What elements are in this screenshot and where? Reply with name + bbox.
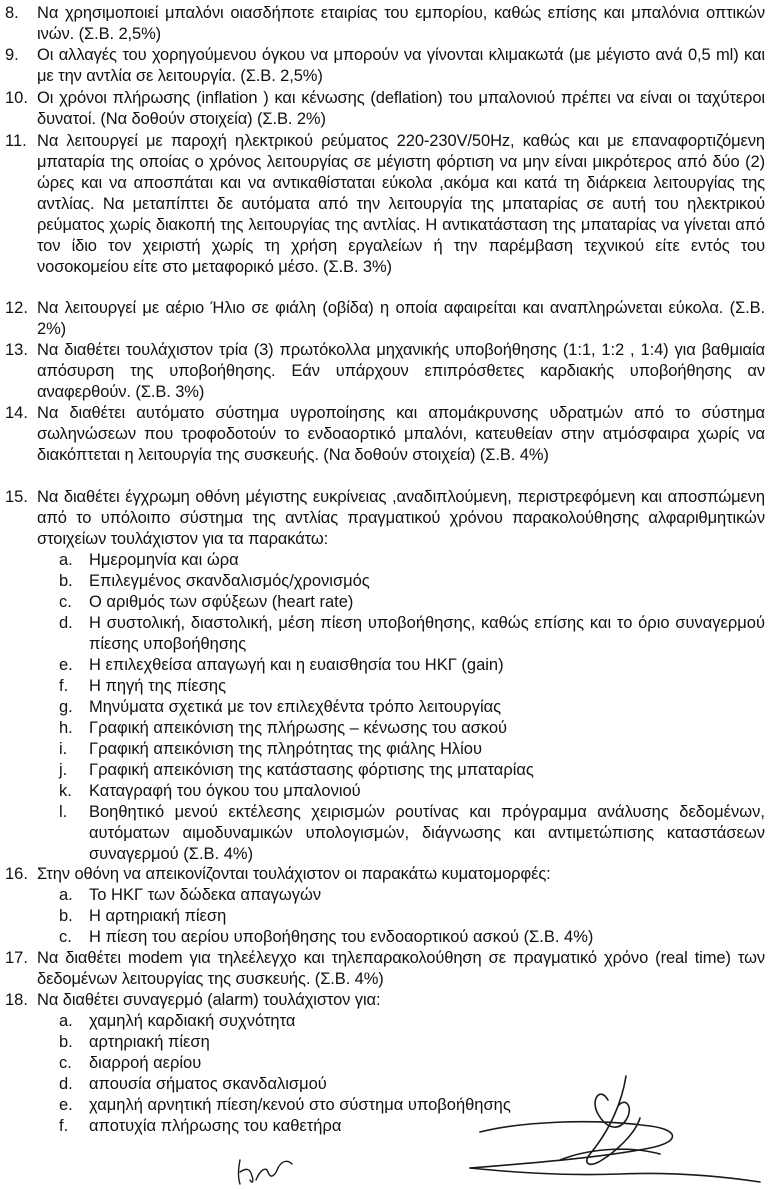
sub-item-letter: a. xyxy=(59,886,73,904)
handwritten-signature-icon xyxy=(440,1072,770,1187)
item-number: 8. xyxy=(5,4,19,22)
sub-item-text: Η πίεση του αερίου υποβοήθησης του ενδοαορτικού ασκού (Σ.Β. 4%) xyxy=(89,928,594,946)
item-text: Να διαθέτει έγχρωμη οθόνη μέγιστης ευκρίνειας ,αναδιπλούμενη, περιστρεφόμενη και αποσπώμενη από το υπόλοιπο σύστημα της αντλίας πραγματικού χρόνου παρακολούθησης αλφαριθμητικών στοιχείων τουλάχιστον για τα παρακάτω: xyxy=(37,488,765,548)
sub-item-letter: k. xyxy=(59,782,72,800)
sub-item-text: Επιλεγμένος σκανδαλισμός/χρονισμός xyxy=(89,572,370,590)
sub-item-text: Η συστολική, διαστολική, μέση πίεση υποβοήθησης, καθώς επίσης και το όριο συναγερμού πίεσης υποβοήθησης xyxy=(89,614,765,653)
item-number: 11. xyxy=(5,132,27,150)
sub-item-text: Βοηθητικό μενού εκτέλεσης χειρισμών ρουτίνας και πρόγραμμα ανάλυσης δεδομένων, αυτόματων αιμοδυναμικών υπολογισμών, διάγνωσης και αντιμετώπισης καταστάσεων συναγερμού (Σ.Β. 4%) xyxy=(89,803,765,863)
item-text: Να χρησιμοποιεί μπαλόνι οιασδήποτε εταιρίας του εμπορίου, καθώς επίσης και μπαλόνια οπτικών ινών. (Σ.Β. 2,5%) xyxy=(37,4,765,43)
sub-item-letter: e. xyxy=(59,1096,73,1114)
sub-item-letter: e. xyxy=(59,656,73,674)
item-text: Να διαθέτει τουλάχιστον τρία (3) πρωτόκολλα μηχανικής υποβοήθησης (1:1, 1:2 , 1:4) για βαθμιαία απόσυρση της υποβοήθησης. Εάν υπάρχουν επιπρόσθετες καρδιακής υποβοήθησης αν αναφερθούν. (Σ.Β. 3%) xyxy=(37,341,765,401)
sub-item-letter: f. xyxy=(59,1117,69,1135)
item-number: 18. xyxy=(5,991,28,1009)
sub-item-letter: b. xyxy=(59,1033,73,1051)
sub-item-letter: b. xyxy=(59,907,73,925)
sub-item-text: Η πηγή της πίεσης xyxy=(89,677,227,695)
item-number: 17. xyxy=(5,949,28,967)
item-text: Οι χρόνοι πλήρωσης (inflation ) και κένωσης (deflation) του μπαλονιού πρέπει να είναι οι ταχύτεροι δυνατοί. (Να δοθούν στοιχεία) (Σ.Β. 2%) xyxy=(37,89,765,128)
sub-item-letter: c. xyxy=(59,1054,72,1072)
item-text: Στην οθόνη να απεικονίζονται τουλάχιστον οι παρακάτω κυματομορφές: xyxy=(37,865,551,883)
item-text: Να διαθέτει συναγερμό (alarm) τουλάχιστον για: xyxy=(37,991,381,1009)
sub-item-letter: a. xyxy=(59,551,73,569)
sub-item-text: Γραφική απεικόνιση της κατάστασης φόρτισης της μπαταρίας xyxy=(89,761,534,779)
sub-item-letter: b. xyxy=(59,572,73,590)
sub-item-letter: d. xyxy=(59,1075,73,1093)
item-number: 15. xyxy=(5,488,28,506)
item-text: Να διαθέτει αυτόματο σύστημα υγροποίησης και απομάκρυνσης υδρατμών από το σύστημα σωληνώσεων που τροφοδοτούν το ενδοαορτικό μπαλόνι, κατευθείαν στην ατμόσφαιρα χωρίς να διακόπτεται η λειτουργία της συσκευής. (Να δοθούν στοιχεία) (Σ.Β. 4%) xyxy=(37,404,765,464)
sub-item-text: Η επιλεχθείσα απαγωγή και η ευαισθησία του ΗΚΓ (gain) xyxy=(89,656,504,674)
sub-item-letter: i. xyxy=(59,740,68,758)
sub-item-text: διαρροή αερίου xyxy=(89,1054,202,1072)
sub-item-text: απουσία σήματος σκανδαλισμού xyxy=(89,1075,327,1093)
sub-item-text: Το ΗΚΓ των δώδεκα απαγωγών xyxy=(89,886,322,904)
sub-item-letter: f. xyxy=(59,677,69,695)
item-number: 16. xyxy=(5,865,28,883)
sub-item-letter: d. xyxy=(59,614,73,632)
sub-item-text: Ημερομηνία και ώρα xyxy=(89,551,239,569)
sub-item-letter: g. xyxy=(59,698,73,716)
sub-item-letter: h. xyxy=(59,719,73,737)
item-number: 13. xyxy=(5,341,28,359)
sub-item-text: Ο αριθμός των σφύξεων (heart rate) xyxy=(89,593,354,611)
sub-item-text: Μηνύματα σχετικά με τον επιλεχθέντα τρόπο λειτουργίας xyxy=(89,698,502,716)
sub-item-text: αρτηριακή πίεση xyxy=(89,1033,210,1051)
sub-item-text: Καταγραφή του όγκου του μπαλονιού xyxy=(89,782,361,800)
sub-item-letter: l. xyxy=(59,803,68,821)
item-number: 14. xyxy=(5,404,28,422)
handwritten-initials-icon xyxy=(232,1150,302,1188)
sub-item-letter: c. xyxy=(59,593,72,611)
sub-item-text: Γραφική απεικόνιση της πληρότητας της φιάλης Ηλίου xyxy=(89,740,482,758)
item-number: 10. xyxy=(5,89,28,107)
item-number: 12. xyxy=(5,299,28,317)
sub-item-text: αποτυχία πλήρωσης του καθετήρα xyxy=(89,1117,342,1135)
sub-item-letter: j. xyxy=(59,761,68,779)
item-number: 9. xyxy=(5,46,19,64)
sub-item-letter: a. xyxy=(59,1012,73,1030)
item-text: Να λειτουργεί με αέριο Ήλιο σε φιάλη (οβίδα) η οποία αφαιρείται και αναπληρώνεται εύκολα. (Σ.Β. 2%) xyxy=(37,299,765,338)
item-text: Οι αλλαγές του χορηγούμενου όγκου να μπορούν να γίνονται κλιμακωτά (με μέγιστο ανά 0,5 ml) και με την αντλία σε λειτουργία. (Σ.Β. 2,5%) xyxy=(37,46,765,85)
sub-item-text: Γραφική απεικόνιση της πλήρωσης – κένωσης του ασκού xyxy=(89,719,508,737)
sub-item-text: Η αρτηριακή πίεση xyxy=(89,907,227,925)
sub-item-text: χαμηλή καρδιακή συχνότητα xyxy=(89,1012,296,1030)
sub-item-letter: c. xyxy=(59,928,72,946)
item-text: Να διαθέτει modem για τηλεέλεγχο και τηλεπαρακολούθηση σε πραγματικό χρόνο (real time) των δεδομένων λειτουργίας της συσκευής. (Σ.Β. 4%) xyxy=(37,949,765,988)
item-text: Να λειτουργεί με παροχή ηλεκτρικού ρεύματος 220-230V/50Hz, καθώς και με επαναφορτιζόμενη μπαταρία της οποίας ο χρόνος λειτουργίας σε μέγιστη φόρτιση να μην είναι μικρότερος από δύο (2) ώρες και να αποσπάται και να αντικαθίσταται εύκολα ,ακόμα και κατά τη διάρκεια λειτουργίας της αντλίας. Να μεταπίπτει δε αυτόματα από την λειτουργία της μπαταρίας σε αυτή του ηλεκτρικού ρεύματος χωρίς διακοπή της λειτουργίας της αντλίας. Η αντικατάσταση της μπαταρίας να γίνεται από τον ίδιο τον χειριστή χωρίς τη χρήση εργαλείων ή την παρέμβαση τεχνικού είτε εντός του νοσοκομείου είτε στο μεταφορικό μέσο. (Σ.Β. 3%) xyxy=(37,132,765,276)
sub-item-text: χαμηλή αρνητική πίεση/κενού στο σύστημα υποβοήθησης xyxy=(89,1096,511,1114)
